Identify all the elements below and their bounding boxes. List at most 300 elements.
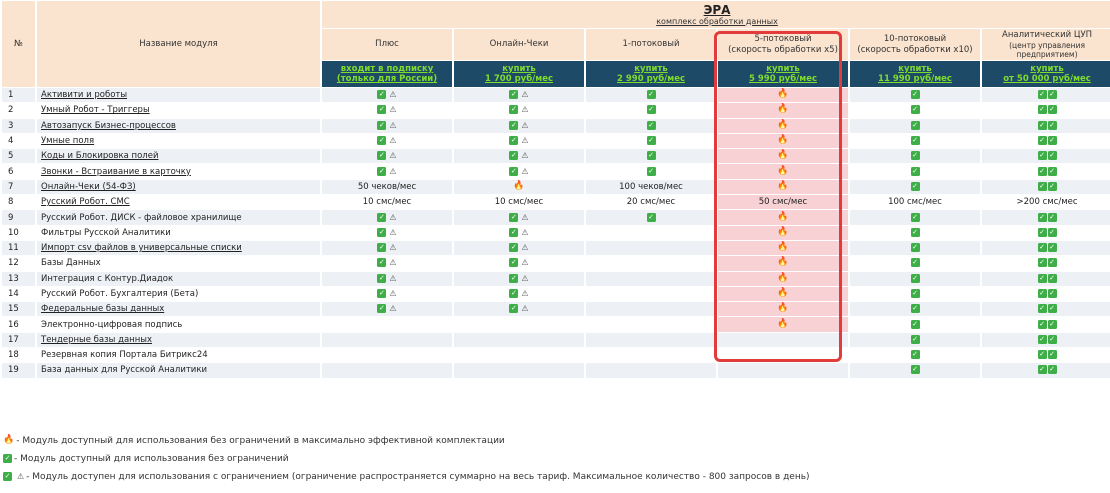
column-subtitle: (скорость обработки х5): [728, 44, 838, 55]
availability-cell: [586, 317, 716, 331]
warning-icon: ⚠: [389, 90, 397, 100]
availability-cell: [718, 256, 848, 270]
module-label: Фильтры Русской Аналитики: [41, 227, 171, 238]
module-name: [37, 287, 320, 301]
availability-cell: [850, 363, 980, 377]
fire-icon: 🔥: [777, 180, 789, 191]
check-icon: ✓: [912, 212, 918, 221]
header-num: №: [2, 1, 35, 87]
row-number: 1: [2, 88, 35, 102]
check-icon: ✓: [1039, 365, 1045, 374]
availability-cell: [850, 134, 980, 148]
check-icon: ✓: [378, 90, 385, 99]
table-row: [2, 333, 1110, 347]
check-icon: ✓: [912, 319, 918, 328]
price-link[interactable]: [982, 61, 1110, 87]
availability-cell: [586, 210, 716, 224]
availability-cell: [718, 272, 848, 286]
warning-icon: ⚠: [17, 472, 25, 481]
availability-cell: [322, 210, 452, 224]
availability-cell: [322, 241, 452, 255]
availability-cell: [586, 226, 716, 240]
row-number: 13: [2, 272, 35, 286]
column-title: [322, 29, 452, 60]
table-row: [2, 302, 1110, 316]
table-row: [2, 119, 1110, 133]
warning-icon: ⚠: [389, 105, 397, 115]
era-header: [322, 1, 1110, 28]
column-name: 1-потоковый: [622, 39, 680, 49]
module-name: [37, 363, 320, 377]
availability-cell: [586, 241, 716, 255]
price-link-amount[interactable]: 1 700 руб/мес: [485, 74, 553, 84]
check-icon: ✓: [510, 258, 517, 267]
fire-icon: 🔥: [777, 226, 789, 237]
price-link-label[interactable]: купить: [898, 64, 932, 74]
column-name: 10-потоковый: [883, 33, 947, 44]
availability-cell: [454, 333, 584, 347]
availability-cell: [454, 348, 584, 362]
fire-icon: 🔥: [777, 104, 789, 115]
row-number: 12: [2, 256, 35, 270]
availability-cell: [718, 333, 848, 347]
availability-cell: [850, 241, 980, 255]
module-name[interactable]: [37, 302, 320, 316]
limit-value: 100 чеков/мес: [619, 181, 683, 192]
check-icon: ✓: [648, 136, 654, 145]
availability-cell: [454, 164, 584, 178]
module-label: Русский Робот. Бухгалтерия (Бета): [41, 289, 199, 299]
check-icon: ✓: [1049, 350, 1055, 359]
row-number: 7: [2, 180, 35, 194]
price-link-amount[interactable]: от 50 000 руб/мес: [1003, 74, 1091, 84]
warning-icon: ⚠: [389, 166, 397, 176]
availability-cell: [586, 149, 716, 163]
check-icon: ✓: [378, 227, 385, 236]
check-icon: ✓: [1039, 319, 1045, 328]
module-name[interactable]: [37, 149, 320, 163]
availability-cell: [850, 210, 980, 224]
check-icon: ✓: [510, 212, 517, 221]
availability-cell: [982, 164, 1110, 178]
module-name[interactable]: [37, 164, 320, 178]
check-icon: ✓: [1039, 136, 1045, 145]
warning-icon: ⚠: [389, 243, 397, 253]
availability-cell: [322, 317, 452, 331]
check-icon: ✓: [1039, 105, 1045, 114]
check-icon: ✓: [912, 350, 918, 359]
availability-cell: [454, 317, 584, 331]
price-link[interactable]: [850, 61, 980, 87]
module-name: [37, 348, 320, 362]
check-icon: ✓: [912, 258, 918, 267]
check-icon: ✓: [1049, 258, 1055, 267]
table-row: [2, 180, 1110, 194]
check-icon: ✓: [1049, 365, 1055, 374]
check-icon: ✓: [510, 90, 517, 99]
module-label: Электронно-цифровая подпись: [41, 319, 183, 330]
availability-cell: [850, 88, 980, 102]
era-subtitle[interactable]: комплекс обработки данных: [656, 16, 778, 26]
availability-cell: [718, 149, 848, 163]
module-name: [37, 256, 320, 270]
availability-cell: [982, 103, 1110, 117]
availability-cell: [982, 149, 1110, 163]
check-icon: ✓: [510, 289, 517, 297]
row-number: 16: [2, 317, 35, 331]
check-icon: ✓: [510, 243, 517, 252]
availability-cell: [322, 226, 452, 240]
module-link[interactable]: Федеральные базы данных: [41, 304, 165, 315]
module-link[interactable]: Коды и Блокировка полей: [41, 151, 159, 162]
price-link-amount[interactable]: 2 990 руб/мес: [617, 74, 685, 84]
warning-icon: ⚠: [389, 212, 397, 222]
check-icon: ✓: [1039, 273, 1045, 282]
row-number: 18: [2, 348, 35, 362]
availability-cell: [586, 287, 716, 301]
warning-icon: ⚠: [389, 120, 397, 130]
module-name[interactable]: [37, 241, 320, 255]
check-icon: ✓: [1049, 227, 1055, 236]
availability-cell: [982, 134, 1110, 148]
availability-cell: [718, 317, 848, 331]
availability-cell: [586, 272, 716, 286]
module-name: [37, 272, 320, 286]
availability-cell: [982, 226, 1110, 240]
row-number: 5: [2, 149, 35, 163]
check-icon: ✓: [1049, 90, 1055, 99]
availability-cell: [586, 103, 716, 117]
check-icon: ✓: [912, 151, 918, 160]
check-icon: ✓: [1049, 212, 1055, 221]
module-name[interactable]: [37, 333, 320, 347]
check-icon: ✓: [378, 273, 385, 282]
check-icon: ✓: [648, 90, 654, 99]
limit-value: 10 смс/мес: [494, 197, 544, 208]
availability-cell: [850, 119, 980, 133]
check-icon: ✓: [1049, 334, 1055, 343]
availability-cell: [982, 302, 1110, 316]
check-icon: ✓: [1039, 151, 1045, 160]
availability-cell: [718, 103, 848, 117]
check-icon: ✓: [1049, 120, 1055, 129]
warning-icon: ⚠: [521, 136, 529, 146]
check-icon: ✓: [648, 151, 654, 160]
availability-cell: [982, 256, 1110, 270]
availability-cell: [454, 226, 584, 240]
warning-icon: ⚠: [521, 90, 529, 100]
module-link[interactable]: Активити и роботы: [41, 90, 128, 101]
warning-icon: ⚠: [521, 105, 529, 115]
price-link-label[interactable]: входит в подписку: [340, 64, 434, 74]
table-row: [2, 272, 1110, 286]
warning-icon: ⚠: [389, 136, 397, 146]
column-name: Онлайн-Чеки: [489, 39, 549, 49]
availability-cell: [982, 119, 1110, 133]
availability-cell: [586, 119, 716, 133]
check-icon: ✓: [1049, 136, 1055, 145]
era-title[interactable]: ЭРА: [703, 2, 731, 17]
header-module-name: Название модуля: [37, 1, 320, 87]
check-icon: ✓: [1049, 181, 1055, 190]
fire-icon: 🔥: [777, 318, 789, 329]
module-name[interactable]: [37, 119, 320, 133]
check-icon: ✓: [912, 136, 918, 145]
row-number: 19: [2, 363, 35, 377]
availability-cell: [850, 180, 980, 194]
column-title: [718, 29, 848, 60]
table-row: [2, 287, 1110, 301]
fire-icon: 🔥: [777, 303, 789, 314]
check-icon: ✓: [510, 151, 517, 160]
availability-cell: [322, 88, 452, 102]
module-name[interactable]: [37, 103, 320, 117]
price-link-label[interactable]: купить: [634, 64, 668, 74]
check-icon: ✓: [1039, 166, 1045, 175]
availability-cell: [850, 195, 980, 209]
check-icon: ✓: [378, 166, 385, 175]
availability-cell: [718, 164, 848, 178]
price-link[interactable]: [454, 61, 584, 87]
module-link[interactable]: Автозапуск Бизнес-процессов: [41, 120, 176, 131]
module-name[interactable]: [37, 180, 320, 194]
check-icon: ✓: [1039, 258, 1045, 267]
availability-cell: [982, 241, 1110, 255]
module-name[interactable]: [37, 134, 320, 148]
check-icon: ✓: [4, 454, 11, 462]
availability-cell: [718, 210, 848, 224]
row-number: 14: [2, 287, 35, 301]
availability-cell: [454, 256, 584, 270]
check-icon: ✓: [1039, 304, 1045, 313]
table-row: [2, 103, 1110, 117]
module-name: [37, 210, 320, 224]
availability-cell: [718, 180, 848, 194]
row-number: 15: [2, 302, 35, 316]
check-icon: ✓: [1049, 304, 1055, 313]
check-icon: ✓: [912, 365, 918, 374]
row-number: 2: [2, 103, 35, 117]
fire-icon: 🔥: [777, 242, 789, 253]
column-name: Аналитический ЦУП: [1002, 30, 1093, 40]
check-icon: ✓: [378, 212, 385, 221]
check-icon: ✓: [510, 304, 517, 313]
check-icon: ✓: [912, 181, 918, 190]
availability-cell: [718, 226, 848, 240]
table-row: [2, 195, 1110, 209]
price-link[interactable]: [322, 61, 452, 87]
availability-cell: [322, 149, 452, 163]
check-icon: ✓: [378, 304, 385, 313]
check-icon: ✓: [1039, 334, 1045, 343]
availability-cell: [850, 302, 980, 316]
fire-icon: 🔥: [513, 180, 525, 191]
availability-cell: [850, 272, 980, 286]
row-number: 8: [2, 195, 35, 209]
module-link[interactable]: Импорт csv файлов в универсальные списки: [41, 243, 242, 254]
column-title: [982, 29, 1110, 60]
table-row: [2, 226, 1110, 240]
availability-cell: [322, 302, 452, 316]
check-icon: ✓: [1049, 243, 1055, 252]
price-link[interactable]: [718, 61, 848, 87]
availability-cell: [322, 348, 452, 362]
availability-cell: [982, 210, 1110, 224]
legend-text: - Модуль доступный для использования без ограничений: [14, 454, 289, 464]
module-name[interactable]: [37, 88, 320, 102]
availability-cell: [322, 180, 452, 194]
module-name[interactable]: [37, 195, 320, 209]
table-row: [2, 363, 1110, 377]
availability-cell: [982, 348, 1110, 362]
availability-cell: [454, 134, 584, 148]
legend-item: [3, 472, 810, 482]
check-icon: ✓: [1049, 166, 1055, 175]
fire-icon: 🔥: [777, 211, 789, 222]
check-icon: ✓: [4, 472, 11, 480]
availability-cell: [322, 103, 452, 117]
availability-cell: [982, 180, 1110, 194]
check-icon: ✓: [912, 243, 918, 252]
table-row: [2, 149, 1110, 163]
availability-cell: [322, 333, 452, 347]
check-icon: ✓: [648, 120, 654, 129]
check-icon: ✓: [648, 166, 654, 175]
price-link[interactable]: [586, 61, 716, 87]
availability-cell: [322, 287, 452, 301]
check-icon: ✓: [1039, 289, 1045, 297]
check-icon: ✓: [912, 304, 918, 313]
limit-value: 20 смс/мес: [626, 197, 676, 208]
availability-cell: [982, 287, 1110, 301]
check-icon: ✓: [1039, 120, 1045, 129]
limit-value: 50 чеков/мес: [357, 181, 417, 192]
check-icon: ✓: [912, 120, 918, 129]
availability-cell: [454, 287, 584, 301]
check-icon: ✓: [912, 334, 918, 343]
fire-icon: 🔥: [777, 165, 789, 176]
availability-cell: [586, 134, 716, 148]
warning-icon: ⚠: [521, 258, 529, 268]
check-icon: ✓: [510, 136, 517, 145]
availability-cell: [718, 88, 848, 102]
table-row: [2, 317, 1110, 331]
price-link-amount[interactable]: 11 990 руб/мес: [878, 74, 952, 84]
availability-cell: [850, 103, 980, 117]
availability-cell: [322, 272, 452, 286]
availability-cell: [718, 119, 848, 133]
check-icon: ✓: [1039, 243, 1045, 252]
row-number: 17: [2, 333, 35, 347]
check-icon: ✓: [1039, 227, 1045, 236]
module-label: Русский Робот. ДИСК - файловое хранилище: [41, 212, 242, 223]
legend-item: [3, 454, 289, 464]
availability-cell: [322, 363, 452, 377]
availability-cell: [322, 119, 452, 133]
check-icon: ✓: [1039, 350, 1045, 359]
check-icon: ✓: [378, 243, 385, 252]
availability-cell: [322, 164, 452, 178]
legend-item: [3, 436, 505, 446]
price-link-amount[interactable]: (только для России): [336, 74, 438, 84]
availability-cell: [586, 302, 716, 316]
availability-cell: [850, 149, 980, 163]
fire-icon: 🔥: [3, 435, 15, 445]
availability-cell: [454, 119, 584, 133]
warning-icon: ⚠: [521, 120, 529, 130]
availability-cell: [850, 317, 980, 331]
availability-cell: [454, 210, 584, 224]
price-link-amount[interactable]: 5 990 руб/мес: [749, 74, 817, 84]
availability-cell: [982, 363, 1110, 377]
availability-cell: [322, 195, 452, 209]
module-label: Резервная копия Портала Битрикс24: [41, 350, 208, 361]
check-icon: ✓: [1049, 151, 1055, 160]
fire-icon: 🔥: [777, 119, 789, 130]
availability-cell: [454, 241, 584, 255]
table-row: [2, 134, 1110, 148]
column-name: 5-потоковый: [754, 33, 812, 44]
availability-cell: [718, 134, 848, 148]
limit-value: 50 смс/мес: [758, 197, 808, 208]
module-link[interactable]: Умный Робот - Триггеры: [41, 105, 150, 116]
availability-cell: [718, 348, 848, 362]
warning-icon: ⚠: [521, 212, 529, 222]
table-row: [2, 241, 1110, 255]
availability-cell: [454, 363, 584, 377]
limit-value: >200 смс/мес: [1016, 197, 1078, 208]
availability-cell: [454, 195, 584, 209]
check-icon: ✓: [378, 120, 385, 129]
check-icon: ✓: [510, 227, 517, 236]
column-name: Плюс: [375, 39, 399, 49]
module-link[interactable]: Тендерные базы данных: [41, 334, 153, 345]
module-link[interactable]: Умные поля: [41, 136, 95, 147]
check-icon: ✓: [1039, 212, 1045, 221]
availability-cell: [454, 149, 584, 163]
availability-cell: [586, 180, 716, 194]
price-link-label[interactable]: купить: [1030, 64, 1064, 74]
legend-text: - Модуль доступен для использования с ограничением (ограничение распространяется суммарно на весь тариф. Максимальное количество - 800 запросов в день): [26, 472, 810, 482]
availability-cell: [982, 333, 1110, 347]
check-icon: ✓: [1049, 319, 1055, 328]
warning-icon: ⚠: [521, 273, 529, 283]
warning-icon: ⚠: [521, 151, 529, 161]
module-link[interactable]: Русский Робот. СМС: [41, 197, 130, 208]
fire-icon: 🔥: [777, 89, 789, 100]
price-link-label[interactable]: купить: [502, 64, 536, 74]
availability-cell: [718, 302, 848, 316]
check-icon: ✓: [378, 289, 385, 297]
module-name: [37, 317, 320, 331]
availability-cell: [322, 256, 452, 270]
warning-icon: ⚠: [389, 273, 397, 283]
legend-text: - Модуль доступный для использования без ограничений в максимально эффективной комплектации: [16, 436, 505, 446]
warning-icon: ⚠: [521, 243, 529, 253]
module-link[interactable]: Звонки - Встраивание в карточку: [41, 166, 191, 177]
column-subtitle: (центр управления предприятием): [1009, 41, 1085, 59]
availability-cell: [718, 363, 848, 377]
check-icon: ✓: [378, 105, 385, 114]
module-link[interactable]: Онлайн-Чеки (54-ФЗ): [41, 181, 136, 192]
availability-cell: [322, 134, 452, 148]
price-link-label[interactable]: купить: [766, 64, 800, 74]
availability-cell: [454, 302, 584, 316]
availability-cell: [454, 103, 584, 117]
row-number: 3: [2, 119, 35, 133]
row-number: 10: [2, 226, 35, 240]
row-number: 9: [2, 210, 35, 224]
